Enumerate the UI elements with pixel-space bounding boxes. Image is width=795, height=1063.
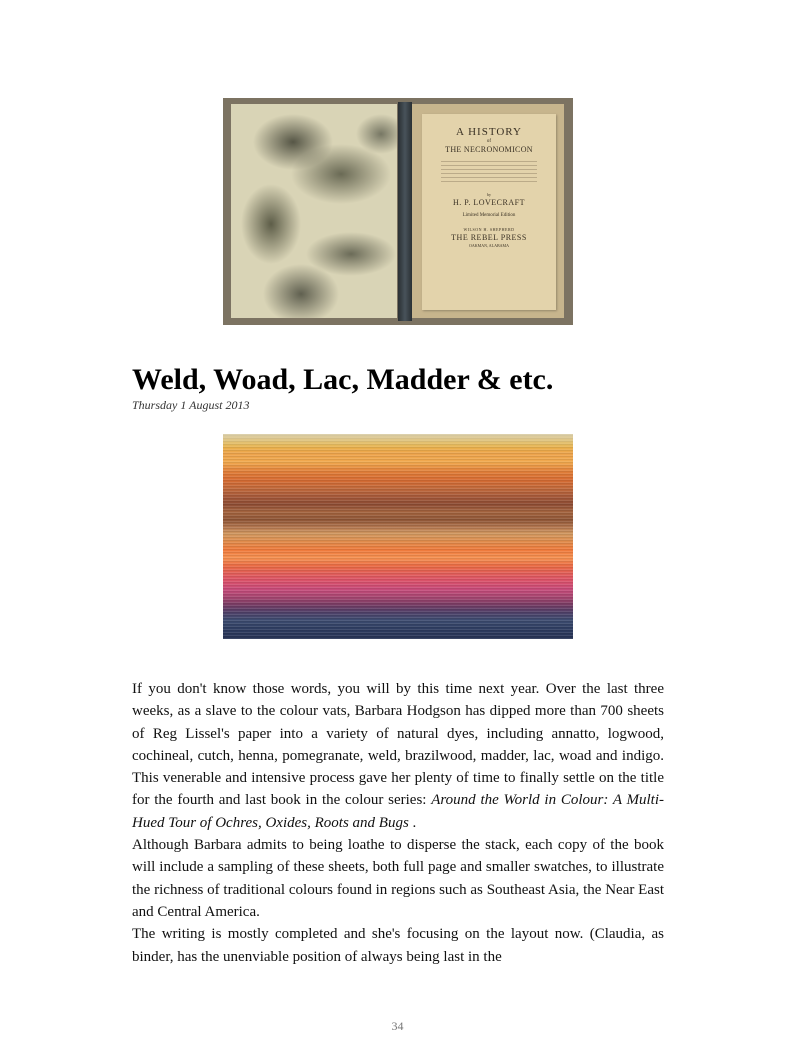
book-title-of: of — [486, 139, 492, 144]
paper-edges — [223, 434, 573, 639]
book-title-italic: Around the World in Colour: A Multi-Hued Tour of Ochres, Oxides, Roots and Bugs — [132, 792, 664, 831]
book-title-line2: THE NECRONOMICON — [445, 145, 533, 154]
paragraph-1 — [132, 678, 664, 834]
book-publisher: THE REBEL PRESS — [451, 233, 527, 242]
title-page-fine-print — [441, 161, 537, 183]
paragraph-3: The writing is mostly completed and she's focusing on the layout now. (Claudia, as binder, has the unenviable position of always being last in the — [132, 926, 664, 965]
book-title-line1: A HISTORY — [456, 126, 522, 138]
book-spine — [398, 102, 412, 321]
title-page-board — [412, 104, 564, 318]
post-title: Weld, Woad, Lac, Madder & etc. — [132, 363, 554, 396]
book-publisher-small: WILSON H. SHEPHERD — [463, 227, 515, 232]
marbled-endpaper — [231, 104, 397, 318]
page-number: 34 — [391, 1019, 404, 1033]
book-by: by — [487, 192, 491, 197]
stack-top — [223, 434, 573, 448]
book-edition: Limited Memorial Edition — [462, 213, 516, 218]
paragraph-2: Although Barbara admits to being loathe to disperse the stack, each copy of the book will include a sampling of these sheets, both full page and smaller swatches, to illustrate the richness of traditional colours found in regions such as Southeast Asia, the Near East and Central America. — [132, 837, 664, 920]
book-photo — [223, 98, 573, 325]
book-place: OAKMAN, ALABAMA — [468, 243, 509, 248]
post-body — [132, 678, 664, 968]
paragraph-1-text: If you don't know those words, you will by this time next year. Over the last three weeks, as a slave to the colour vats, Barbara Hodgson has dipped more than 700 sheets of Reg Lissel's paper into a variety of natural dyes, including annatto, logwood, cochineal, cutch, henna, pomegranate, weld, brazilwood, madder, lac, woad and indigo. This venerable and intensive process gave her plenty of time to finally settle on the title for the fourth and last book in the colour series: — [132, 681, 664, 809]
paragraph-1-end: . — [408, 814, 417, 831]
post-date: Thursday 1 August 2013 — [132, 398, 250, 412]
book-author: H. P. LOVECRAFT — [453, 198, 525, 207]
dyed-paper-stack-photo — [223, 434, 573, 639]
title-page — [422, 114, 556, 310]
